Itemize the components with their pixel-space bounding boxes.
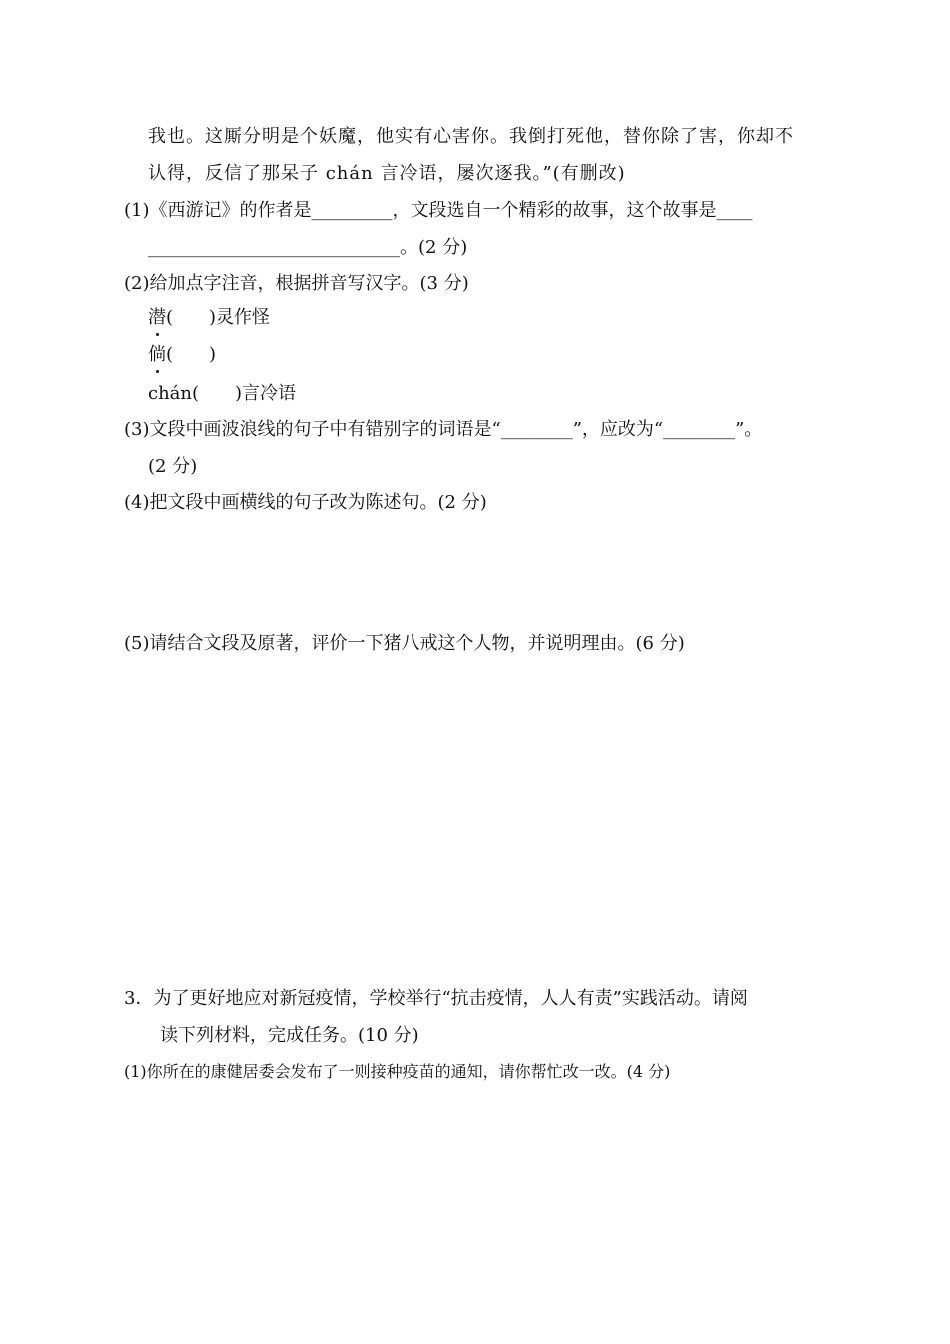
- question-3-line-2: (2 分): [148, 456, 198, 477]
- question-2-item-1: [148, 306, 270, 330]
- dotted-char-tang: 倘: [148, 344, 166, 365]
- question-5: (5)请结合文段及原著，评价一下猪八戒这个人物，并说明理由。(6 分): [124, 633, 685, 654]
- question-2-title: (2)给加点字注音，根据拼音写汉字。(3 分): [124, 273, 469, 294]
- question-4: (4)把文段中画横线的句子改为陈述句。(2 分): [124, 492, 487, 513]
- question-1-line-2: ____________________________。(2 分): [148, 237, 468, 258]
- dotted-char-qian: 潜: [148, 307, 166, 328]
- question-2-item-1-rest: ( )灵作怪: [166, 307, 271, 328]
- question-2-item-3: chán( )言冷语: [148, 383, 297, 404]
- question-1-line-1: (1)《西游记》的作者是_________，文段选自一个精彩的故事，这个故事是____: [124, 200, 753, 221]
- passage-line-1: 我也。这厮分明是个妖魔，他实有心害你。我倒打死他，替你除了害，你却不: [148, 126, 794, 147]
- passage-line-2: 认得，反信了那呆子 chán 言冷语，屡次逐我。”(有删改): [148, 163, 626, 184]
- question-2-item-2-rest: ( ): [166, 344, 217, 365]
- section-3-line-1: 3．为了更好地应对新冠疫情，学校举行“抗击疫情，人人有责”实践活动。请阅: [124, 988, 748, 1009]
- section-3-sub-question-1: (1)你所在的康健居委会发布了一则接种疫苗的通知，请你帮忙改一改。(4 分): [124, 1062, 671, 1081]
- question-2-item-2: [148, 343, 216, 367]
- question-3-line-1: (3)文段中画波浪线的句子中有错别字的词语是“________”，应改为“________”。: [124, 419, 763, 440]
- section-3-line-2: 读下列材料，完成任务。(10 分): [160, 1025, 419, 1046]
